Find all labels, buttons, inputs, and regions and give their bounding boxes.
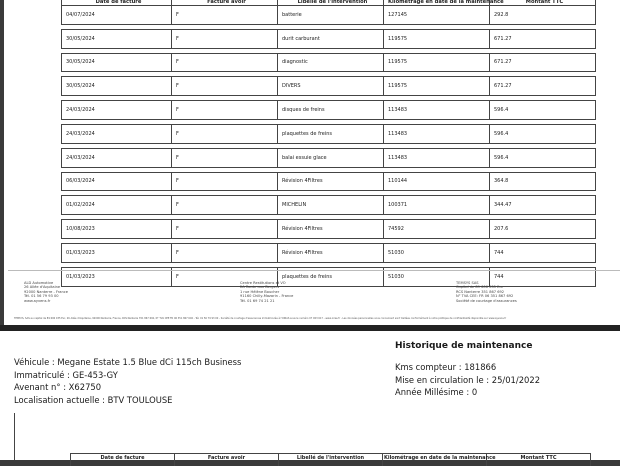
cell-kilometrage: 119575 xyxy=(384,53,490,72)
legal-notice: TEMSYS, SAS au capital de 89 606 035 Eur, 26 Allée d'Aquitaine, 92000 Nanterre, France, RCS Nanterre 351 867 692, N° TVA CEE FR 06 351 867 692 - Tél. 01 56 79 93 00 - Société de courtage d'assurances immatriculée à l'ORIAS sous le numéro 07 003 617 - www.orias.fr - Les données personnelles vous concernant sont traitées conformément à notre politique de confidentialité disponible sur www.ayvens.fr xyxy=(14,317,614,320)
cell-libelle: Révision 4Filtres xyxy=(278,220,384,239)
footer-line: Capital de 89 606 035 Eur xyxy=(456,285,517,289)
table-row xyxy=(62,101,596,120)
history-info xyxy=(395,361,540,399)
cell-date: 24/03/2024 xyxy=(62,148,172,167)
table-row xyxy=(62,53,596,72)
footer-line: Société de courtage d'assurances xyxy=(456,299,517,303)
table-row xyxy=(62,77,596,96)
column-header-montant: Montant TTC xyxy=(487,454,591,466)
cell-kilometrage: 51030 xyxy=(384,267,490,286)
footer-restitution-centre xyxy=(240,281,293,303)
cell-kilometrage: 100371 xyxy=(384,196,490,215)
table-row xyxy=(62,196,596,215)
cell-libelle: DIVERS xyxy=(278,77,384,96)
cell-date: 24/03/2024 xyxy=(62,124,172,143)
registration-date: Mise en circulation le : 25/01/2022 xyxy=(395,374,540,387)
vehicle-model: Véhicule : Megane Estate 1.5 Blue dCi 115ch Business xyxy=(14,356,241,369)
footer-company-address xyxy=(24,281,68,303)
cell-libelle: Révision 4Filtres xyxy=(278,243,384,262)
table-row xyxy=(62,220,596,239)
cell-facture: F xyxy=(172,148,278,167)
cell-date: 01/03/2023 xyxy=(62,267,172,286)
footer-line: 92000 Nanterre - France xyxy=(24,290,68,294)
cell-date: 30/05/2024 xyxy=(62,53,172,72)
cell-kilometrage: 74592 xyxy=(384,220,490,239)
cell-facture: F xyxy=(172,196,278,215)
cell-facture: F xyxy=(172,243,278,262)
document-page-2 xyxy=(0,331,620,460)
footer-line: 91160 Chilly-Mazarin - France xyxy=(240,294,293,298)
column-header-kilometrage: Kilométrage en date de la maintenance xyxy=(384,0,490,6)
cell-libelle: Révision 4Filtres xyxy=(278,172,384,191)
table-row xyxy=(62,243,596,262)
cell-facture: F xyxy=(172,124,278,143)
cell-kilometrage: 113483 xyxy=(384,124,490,143)
footer-line: N° TVA CEE: FR 06 351 867 692 xyxy=(456,294,517,298)
cell-libelle: batterie xyxy=(278,6,384,25)
cell-facture: F xyxy=(172,6,278,25)
cell-kilometrage: 51030 xyxy=(384,243,490,262)
cell-libelle: plaquettes de freins xyxy=(278,124,384,143)
cell-date: 01/03/2023 xyxy=(62,243,172,262)
column-header-libelle: Libellé de l'intervention xyxy=(279,454,383,466)
column-header-date: Date de facture xyxy=(71,454,175,466)
cell-facture: F xyxy=(172,220,278,239)
cell-montant: 744 xyxy=(490,243,596,262)
vehicle-info xyxy=(14,356,241,406)
cell-facture: F xyxy=(172,101,278,120)
footer-line: 26 Allée d'Aquitaine xyxy=(24,285,68,289)
cell-facture: F xyxy=(172,267,278,286)
footer-line: 2A Route aux Bergers xyxy=(240,285,293,289)
cell-kilometrage: 110144 xyxy=(384,172,490,191)
footer-line: www.ayvens.fr xyxy=(24,299,68,303)
column-header-libelle: Libellé de l'intervention xyxy=(278,0,384,6)
cell-montant: 671.27 xyxy=(490,77,596,96)
cell-kilometrage: 127145 xyxy=(384,6,490,25)
footer-line: ALD Automotive xyxy=(24,281,68,285)
page-border-line xyxy=(14,413,15,460)
cell-date: 30/05/2024 xyxy=(62,29,172,48)
cell-date: 06/03/2024 xyxy=(62,172,172,191)
cell-date: 04/07/2024 xyxy=(62,6,172,25)
cell-libelle: durit carburant xyxy=(278,29,384,48)
cell-libelle: plaquettes de freins xyxy=(278,267,384,286)
cell-date: 24/03/2024 xyxy=(62,101,172,120)
footer-line: Tél. 01 56 79 93 00 xyxy=(24,294,68,298)
cell-date: 10/08/2023 xyxy=(62,220,172,239)
model-year: Année Millésime : 0 xyxy=(395,386,540,399)
footer-line: RCS Nanterre 351 867 692 xyxy=(456,290,517,294)
column-header-montant: Montant TTC xyxy=(490,0,596,6)
maintenance-table-2 xyxy=(70,453,591,466)
column-header-date: Date de facture xyxy=(62,0,172,6)
footer-line: TEMSYS SAS xyxy=(456,281,517,285)
cell-montant: 671.27 xyxy=(490,53,596,72)
cell-facture: F xyxy=(172,172,278,191)
cell-montant: 671.27 xyxy=(490,29,596,48)
table-row xyxy=(62,124,596,143)
cell-kilometrage: 119575 xyxy=(384,77,490,96)
cell-kilometrage: 113483 xyxy=(384,148,490,167)
cell-libelle: balai essuie glace xyxy=(278,148,384,167)
table-row xyxy=(62,6,596,25)
history-title: Historique de maintenance xyxy=(395,341,532,351)
page-footer xyxy=(8,270,620,311)
vehicle-location: Localisation actuelle : BTV TOULOUSE xyxy=(14,394,241,407)
cell-kilometrage: 119575 xyxy=(384,29,490,48)
cell-facture: F xyxy=(172,77,278,96)
column-header-facture: Facture avoir xyxy=(172,0,278,6)
cell-kilometrage: 113483 xyxy=(384,101,490,120)
cell-montant: 596.4 xyxy=(490,124,596,143)
cell-montant: 364.8 xyxy=(490,172,596,191)
column-header-kilometrage: Kilométrage en date de la maintenance xyxy=(383,454,487,466)
cell-montant: 596.4 xyxy=(490,148,596,167)
cell-libelle: diagnostic xyxy=(278,53,384,72)
footer-legal-entity xyxy=(456,281,517,303)
table-header-row xyxy=(71,454,591,466)
footer-line: Centre Restitutions et VO xyxy=(240,281,293,285)
cell-montant: 292.8 xyxy=(490,6,596,25)
cell-facture: F xyxy=(172,53,278,72)
cell-montant: 344.47 xyxy=(490,196,596,215)
vehicle-plate: Immatriculé : GE-453-GY xyxy=(14,369,241,382)
cell-libelle: disques de freins xyxy=(278,101,384,120)
cell-montant: 207.6 xyxy=(490,220,596,239)
footer-line: Tél. 01 69 74 21 21 xyxy=(240,299,293,303)
cell-montant: 744 xyxy=(490,267,596,286)
footer-line: 1 rue Hélène Boucher xyxy=(240,290,293,294)
cell-date: 30/05/2024 xyxy=(62,77,172,96)
odometer: Kms compteur : 181866 xyxy=(395,361,540,374)
table-row xyxy=(62,172,596,191)
vehicle-avenant: Avenant n° : X62750 xyxy=(14,381,241,394)
maintenance-table xyxy=(61,0,596,291)
cell-montant: 596.4 xyxy=(490,101,596,120)
table-row xyxy=(62,148,596,167)
cell-facture: F xyxy=(172,29,278,48)
column-header-facture: Facture avoir xyxy=(175,454,279,466)
cell-date: 01/02/2024 xyxy=(62,196,172,215)
document-page-1 xyxy=(4,0,620,325)
table-row xyxy=(62,29,596,48)
cell-libelle: MICHELIN xyxy=(278,196,384,215)
